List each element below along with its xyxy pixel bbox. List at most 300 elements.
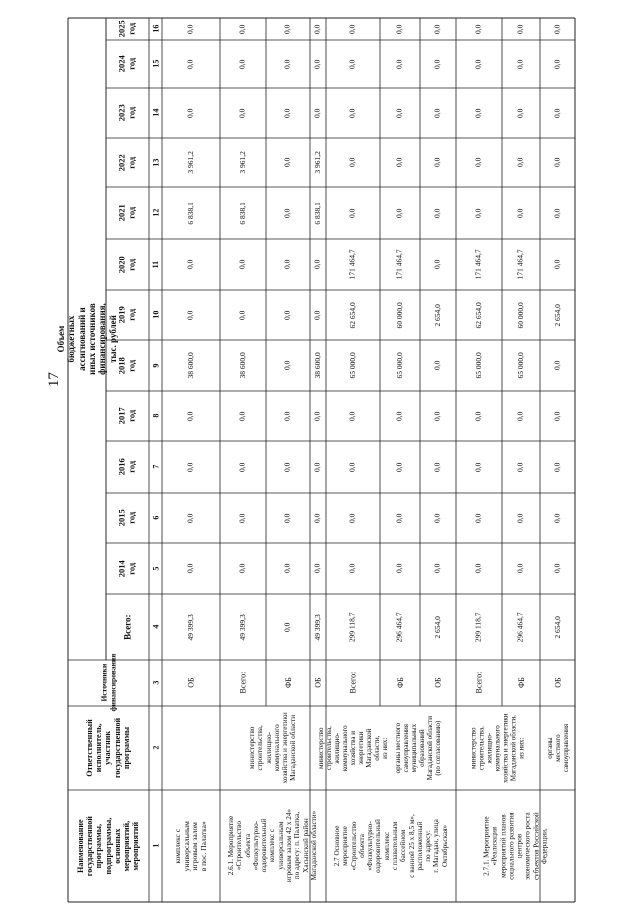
funding-value-cell-text: 0,0 xyxy=(515,462,525,472)
funding-value-cell-text: 0,0 xyxy=(473,157,483,168)
header-year-2016-text: 2016 год xyxy=(116,458,137,476)
funding-value-cell-text: 0,0 xyxy=(237,513,247,523)
funding-source-cell-text: ОБ xyxy=(313,677,323,689)
funding-value-cell xyxy=(162,493,220,543)
funding-value-cell-text: 0,0 xyxy=(394,513,404,523)
funding-value-cell-text: 0,0 xyxy=(237,310,247,320)
funding-value-cell xyxy=(162,594,220,660)
funding-value-cell xyxy=(266,594,310,660)
column-number-12 xyxy=(149,187,162,239)
funding-value-cell-text: 0,0 xyxy=(282,208,292,218)
header-year-2017 xyxy=(106,391,149,441)
funding-value-cell-text: 65 000,0 xyxy=(394,352,404,379)
executor-2-7-1-ministry-text: министерство строительства, жилищно- коммунального хозяйства и энергетики Магаданской области, из них: xyxy=(469,713,527,783)
funding-value-cell-text: 65 000,0 xyxy=(347,352,357,379)
funding-value-cell-text: 0,0 xyxy=(432,411,442,421)
funding-value-cell-text: 0,0 xyxy=(185,108,195,118)
funding-value-cell-text: 0,0 xyxy=(432,563,442,574)
funding-value-cell-text: 0,0 xyxy=(185,24,195,34)
funding-source-cell xyxy=(380,660,420,706)
funding-value-cell-text: 171 464,7 xyxy=(473,249,483,280)
funding-value-cell xyxy=(220,441,266,493)
funding-value-cell xyxy=(326,239,380,290)
funding-value-cell-text: 0,0 xyxy=(282,108,292,118)
funding-value-cell xyxy=(310,40,326,88)
header-year-2021-text: 2021 год xyxy=(116,204,137,222)
funding-value-cell-text: 0,0 xyxy=(432,157,442,168)
funding-value-cell-text: 0,0 xyxy=(185,59,195,69)
funding-value-cell-text: 3 961,2 xyxy=(312,151,322,174)
funding-value-cell-text: 65 000,0 xyxy=(473,352,483,379)
funding-value-cell-text: 0,0 xyxy=(552,24,562,34)
funding-value-cell xyxy=(502,239,540,290)
funding-value-cell-text: 0,0 xyxy=(282,563,292,574)
funding-value-cell xyxy=(380,18,420,40)
funding-source-cell xyxy=(266,660,310,706)
funding-value-cell xyxy=(220,493,266,543)
funding-value-cell-text: 49 399,3 xyxy=(185,613,195,641)
header-year-2015 xyxy=(106,493,149,543)
funding-value-cell-text: 171 464,7 xyxy=(347,249,357,280)
column-number-2 xyxy=(149,706,162,790)
column-number-6 xyxy=(149,493,162,543)
funding-value-cell xyxy=(266,543,310,594)
funding-value-cell-text: 49 399,3 xyxy=(312,613,322,641)
funding-source-cell xyxy=(310,660,326,706)
funding-value-cell xyxy=(162,88,220,138)
header-year-2019 xyxy=(106,290,149,340)
funding-value-cell xyxy=(420,138,456,187)
funding-value-cell-text: 296 464,7 xyxy=(394,612,404,642)
funding-value-cell xyxy=(420,391,456,441)
funding-value-cell-text: 299 118,7 xyxy=(347,612,357,642)
funding-value-cell xyxy=(310,239,326,290)
funding-value-cell-text: 0,0 xyxy=(394,108,404,118)
header-year-2023-text: 2023 год xyxy=(116,104,137,122)
funding-value-cell xyxy=(502,493,540,543)
funding-value-cell-text: 0,0 xyxy=(394,208,404,218)
funding-value-cell xyxy=(540,441,576,493)
header-year-2014 xyxy=(106,543,149,594)
funding-value-cell xyxy=(326,18,380,40)
funding-source-cell xyxy=(220,660,266,706)
funding-value-cell xyxy=(420,340,456,391)
column-number-14 xyxy=(149,88,162,138)
funding-value-cell xyxy=(380,187,420,239)
funding-value-cell-text: 0,0 xyxy=(347,157,357,168)
funding-value-cell-text: 0,0 xyxy=(312,411,322,421)
executor-2-7-ministry-text: министерство строительства, жилищно- коммунального хозяйства и энергетики Магаданской области, из них: xyxy=(316,725,390,771)
funding-value-cell-text: 0,0 xyxy=(237,24,247,34)
funding-source-cell-text: Всего: xyxy=(238,672,248,694)
funding-value-cell xyxy=(420,18,456,40)
funding-value-cell xyxy=(456,493,502,543)
funding-value-cell xyxy=(220,543,266,594)
funding-value-cell xyxy=(456,138,502,187)
funding-value-cell-text: 171 464,7 xyxy=(515,249,525,280)
funding-value-cell-text: 0,0 xyxy=(282,24,292,34)
funding-value-cell xyxy=(540,239,576,290)
funding-value-cell-text: 0,0 xyxy=(185,259,195,270)
funding-value-cell xyxy=(540,594,576,660)
funding-value-cell-text: 0,0 xyxy=(515,208,525,218)
funding-value-cell xyxy=(380,88,420,138)
funding-value-cell xyxy=(162,40,220,88)
funding-value-cell xyxy=(162,138,220,187)
funding-value-cell xyxy=(220,594,266,660)
funding-value-cell xyxy=(456,40,502,88)
column-number-16-text: 16 xyxy=(150,25,160,33)
funding-value-cell-text: 0,0 xyxy=(394,462,404,472)
funding-value-cell xyxy=(420,493,456,543)
header-year-2024-text: 2024 год xyxy=(116,55,137,73)
funding-value-cell-text: 0,0 xyxy=(347,513,357,523)
funding-value-cell-text: 0,0 xyxy=(552,59,562,69)
funding-value-cell-text: 0,0 xyxy=(552,108,562,118)
funding-value-cell-text: 0,0 xyxy=(237,563,247,574)
funding-value-cell xyxy=(326,138,380,187)
program-name-2-6-1-text: 2.6.1. Мероприятие «Строительство объекта «Физкультурно- оздоровительный комплекс с универсальным игровым залом 42 х 24» по адресу: п. Палатка, Хасынский район Магаданской области» xyxy=(227,809,319,883)
funding-value-cell xyxy=(220,340,266,391)
funding-value-cell xyxy=(540,40,576,88)
funding-value-cell xyxy=(456,239,502,290)
funding-value-cell-text: 0,0 xyxy=(515,157,525,168)
funding-value-cell xyxy=(266,40,310,88)
funding-value-cell xyxy=(380,239,420,290)
funding-value-cell xyxy=(266,493,310,543)
column-number-2-text: 2 xyxy=(150,746,160,750)
funding-value-cell-text: 0,0 xyxy=(552,462,562,472)
funding-value-cell-text: 38 600,0 xyxy=(312,352,322,379)
funding-value-cell-text: 65 000,0 xyxy=(515,352,525,379)
funding-value-cell xyxy=(220,391,266,441)
funding-value-cell xyxy=(162,290,220,340)
funding-value-cell-text: 0,0 xyxy=(394,24,404,34)
funding-value-cell xyxy=(326,88,380,138)
column-number-9 xyxy=(149,340,162,391)
funding-value-cell-text: 0,0 xyxy=(473,411,483,421)
header-funding-title-text: Объем бюджетных ассигнований и иных источников финансирования, тыс. рублей xyxy=(55,303,118,375)
funding-value-cell xyxy=(502,340,540,391)
funding-value-cell xyxy=(502,594,540,660)
funding-value-cell-text: 0,0 xyxy=(432,513,442,523)
column-number-13-text: 13 xyxy=(150,158,160,167)
program-name-continued xyxy=(162,790,220,902)
column-number-3-text: 3 xyxy=(150,681,160,685)
funding-value-cell xyxy=(502,40,540,88)
funding-value-cell xyxy=(310,290,326,340)
funding-value-cell xyxy=(540,543,576,594)
column-number-10-text: 10 xyxy=(150,311,160,319)
column-number-1 xyxy=(149,790,162,902)
funding-source-cell xyxy=(502,660,540,706)
header-executor xyxy=(68,706,149,790)
funding-value-cell-text: 0,0 xyxy=(552,513,562,523)
funding-value-cell xyxy=(326,40,380,88)
funding-value-cell-text: 0,0 xyxy=(185,513,195,523)
funding-value-cell xyxy=(310,391,326,441)
column-number-12-text: 12 xyxy=(150,209,160,217)
header-program-name-text: Наименование государственной программы, подпрограммы, основных мероприятий, мероприятий xyxy=(76,815,141,877)
executor-2-7-municipal xyxy=(380,706,456,790)
funding-value-cell-text: 0,0 xyxy=(515,563,525,574)
funding-value-cell xyxy=(220,187,266,239)
column-number-4-text: 4 xyxy=(150,625,160,629)
funding-value-cell xyxy=(326,187,380,239)
column-number-15-text: 15 xyxy=(150,60,160,68)
funding-value-cell-text: 0,0 xyxy=(185,411,195,421)
program-name-2-7-1 xyxy=(456,790,576,902)
header-program-name xyxy=(68,790,149,902)
funding-value-cell xyxy=(540,340,576,391)
funding-source-cell xyxy=(420,660,456,706)
funding-value-cell xyxy=(266,290,310,340)
column-number-4 xyxy=(149,594,162,660)
funding-source-cell xyxy=(456,660,502,706)
funding-value-cell xyxy=(162,391,220,441)
funding-value-cell xyxy=(420,40,456,88)
funding-value-cell-text: 0,0 xyxy=(347,24,357,34)
executor-2-7-municipal-text: органы местного самоуправления муниципальных образований Магаданской области (по согласованию) xyxy=(393,715,443,781)
funding-value-cell xyxy=(380,543,420,594)
funding-value-cell-text: 0,0 xyxy=(282,157,292,168)
funding-value-cell-text: 38 600,0 xyxy=(185,352,195,379)
funding-value-cell xyxy=(456,543,502,594)
funding-value-cell xyxy=(162,187,220,239)
funding-value-cell xyxy=(380,40,420,88)
funding-value-cell xyxy=(326,340,380,391)
funding-value-cell-text: 38 600,0 xyxy=(237,352,247,379)
funding-value-cell-text: 6 838,1 xyxy=(185,201,195,225)
funding-value-cell xyxy=(540,290,576,340)
funding-value-cell-text: 49 399,3 xyxy=(237,613,247,641)
funding-value-cell xyxy=(310,543,326,594)
funding-value-cell xyxy=(266,187,310,239)
funding-value-cell-text: 0,0 xyxy=(237,411,247,421)
funding-value-cell xyxy=(420,543,456,594)
funding-value-cell xyxy=(540,138,576,187)
funding-value-cell xyxy=(456,18,502,40)
funding-value-cell xyxy=(380,138,420,187)
funding-value-cell-text: 0,0 xyxy=(185,310,195,320)
funding-value-cell xyxy=(420,441,456,493)
funding-value-cell-text: 2 654,0 xyxy=(432,615,442,639)
program-name-2-7 xyxy=(326,790,456,902)
funding-source-cell xyxy=(162,660,220,706)
funding-value-cell-text: 6 838,1 xyxy=(312,201,322,225)
column-number-1-text: 1 xyxy=(150,844,160,848)
column-number-13 xyxy=(149,138,162,187)
funding-value-cell-text: 0,0 xyxy=(552,360,562,371)
funding-value-cell-text: 0,0 xyxy=(282,259,292,270)
header-year-2023 xyxy=(106,88,149,138)
funding-value-cell xyxy=(456,187,502,239)
funding-value-cell xyxy=(456,290,502,340)
column-number-6-text: 6 xyxy=(150,516,160,520)
funding-value-cell xyxy=(220,88,266,138)
funding-value-cell xyxy=(220,290,266,340)
funding-value-cell-text: 0,0 xyxy=(552,157,562,168)
funding-value-cell-text: 0,0 xyxy=(312,108,322,118)
funding-value-cell-text: 296 464,7 xyxy=(515,612,525,642)
funding-value-cell xyxy=(420,594,456,660)
funding-value-cell-text: 0,0 xyxy=(185,462,195,472)
funding-source-cell-text: ОБ xyxy=(186,677,196,689)
funding-value-cell-text: 0,0 xyxy=(473,563,483,574)
funding-value-cell xyxy=(310,18,326,40)
funding-value-cell-text: 0,0 xyxy=(432,24,442,34)
funding-value-cell xyxy=(502,543,540,594)
funding-value-cell xyxy=(266,88,310,138)
column-number-7-text: 7 xyxy=(150,465,160,469)
funding-value-cell-text: 0,0 xyxy=(282,622,292,632)
funding-value-cell-text: 0,0 xyxy=(473,24,483,34)
funding-value-cell xyxy=(420,290,456,340)
funding-value-cell xyxy=(502,290,540,340)
executor-2-7-1-municipal xyxy=(540,706,576,790)
funding-value-cell-text: 60 000,0 xyxy=(394,301,404,329)
funding-value-cell xyxy=(310,187,326,239)
funding-value-cell-text: 0,0 xyxy=(394,411,404,421)
funding-value-cell xyxy=(266,340,310,391)
header-year-2024 xyxy=(106,40,149,88)
column-number-11 xyxy=(149,239,162,290)
funding-value-cell xyxy=(266,239,310,290)
funding-value-cell-text: 3 961,2 xyxy=(237,151,247,174)
header-year-2015-text: 2015 год xyxy=(116,509,137,527)
funding-value-cell-text: 0,0 xyxy=(237,108,247,118)
program-name-continued-text: комплекс с универсальным игровым залом в пос. Палатка» xyxy=(172,820,208,872)
funding-value-cell-text: 0,0 xyxy=(515,108,525,118)
executor-2-7-1-municipal-text: органы местного самоуправления xyxy=(545,723,571,773)
header-year-2021 xyxy=(106,187,149,239)
funding-value-cell-text: 0,0 xyxy=(473,462,483,472)
funding-value-cell xyxy=(266,18,310,40)
funding-value-cell xyxy=(310,594,326,660)
funding-value-cell xyxy=(266,441,310,493)
funding-value-cell-text: 299 118,7 xyxy=(473,612,483,642)
funding-value-cell-text: 0,0 xyxy=(312,563,322,574)
funding-value-cell-text: 0,0 xyxy=(282,462,292,472)
column-number-8-text: 8 xyxy=(150,414,160,418)
funding-value-cell xyxy=(326,493,380,543)
funding-value-cell xyxy=(326,543,380,594)
header-year-2017-text: 2017 год xyxy=(116,407,137,425)
header-year-2025 xyxy=(106,18,149,40)
header-total xyxy=(106,594,149,660)
column-number-7 xyxy=(149,441,162,493)
funding-value-cell-text: 0,0 xyxy=(347,462,357,472)
funding-value-cell xyxy=(420,88,456,138)
funding-source-cell-text: Всего: xyxy=(348,672,358,694)
program-name-2-7-1-text: 2.7.1. Мероприятие «Реализация мероприятий планов социального развития центров экономического роста субъектов Российской Федерации, xyxy=(482,812,549,880)
header-year-2016 xyxy=(106,441,149,493)
funding-value-cell xyxy=(266,138,310,187)
funding-value-cell-text: 0,0 xyxy=(312,462,322,472)
funding-value-cell xyxy=(220,138,266,187)
funding-value-cell-text: 62 654,0 xyxy=(347,301,357,329)
funding-value-cell-text: 0,0 xyxy=(312,59,322,69)
funding-value-cell-text: 0,0 xyxy=(473,108,483,118)
funding-value-cell xyxy=(456,441,502,493)
funding-value-cell xyxy=(380,441,420,493)
funding-value-cell-text: 0,0 xyxy=(552,208,562,218)
funding-value-cell-text: 2 654,0 xyxy=(552,303,562,327)
funding-value-cell-text: 2 654,0 xyxy=(432,303,442,327)
funding-value-cell-text: 6 838,1 xyxy=(237,201,247,225)
funding-value-cell-text: 0,0 xyxy=(312,24,322,34)
funding-value-cell-text: 0,0 xyxy=(347,59,357,69)
funding-value-cell-text: 0,0 xyxy=(515,513,525,523)
header-funding-source-text: Источники финансирования xyxy=(98,654,117,712)
column-number-15 xyxy=(149,40,162,88)
funding-value-cell xyxy=(456,340,502,391)
funding-value-cell xyxy=(326,290,380,340)
header-year-2025-text: 2025 год xyxy=(116,20,137,38)
funding-value-cell xyxy=(380,493,420,543)
funding-value-cell xyxy=(162,340,220,391)
funding-value-cell-text: 0,0 xyxy=(473,513,483,523)
header-year-2020 xyxy=(106,239,149,290)
funding-value-cell xyxy=(456,594,502,660)
header-year-2022-text: 2022 год xyxy=(116,154,137,171)
funding-value-cell-text: 0,0 xyxy=(347,208,357,218)
funding-value-cell xyxy=(502,441,540,493)
funding-value-cell-text: 0,0 xyxy=(312,259,322,270)
funding-value-cell xyxy=(266,391,310,441)
column-number-14-text: 14 xyxy=(150,109,160,117)
funding-value-cell-text: 0,0 xyxy=(282,360,292,371)
executor-2-6-1 xyxy=(220,706,326,790)
header-total-text: Всего: xyxy=(122,614,133,640)
funding-value-cell-text: 0,0 xyxy=(282,310,292,320)
funding-value-cell xyxy=(310,493,326,543)
funding-value-cell xyxy=(310,340,326,391)
funding-value-cell-text: 0,0 xyxy=(312,310,322,320)
funding-value-cell-text: 0,0 xyxy=(432,360,442,371)
funding-value-cell xyxy=(326,594,380,660)
funding-value-cell-text: 0,0 xyxy=(347,563,357,574)
header-funding-source xyxy=(68,654,149,712)
funding-value-cell xyxy=(380,594,420,660)
funding-value-cell xyxy=(310,441,326,493)
funding-value-cell-text: 0,0 xyxy=(552,563,562,574)
funding-value-cell-text: 0,0 xyxy=(515,24,525,34)
funding-value-cell-text: 0,0 xyxy=(394,563,404,574)
column-number-10 xyxy=(149,290,162,340)
funding-value-cell xyxy=(540,187,576,239)
column-number-9-text: 9 xyxy=(150,363,160,368)
funding-value-cell-text: 0,0 xyxy=(473,59,483,69)
funding-value-cell xyxy=(502,391,540,441)
funding-value-cell-text: 0,0 xyxy=(432,59,442,69)
funding-value-cell xyxy=(540,88,576,138)
header-year-2019-text: 2019 год xyxy=(116,306,137,324)
funding-value-cell xyxy=(162,239,220,290)
funding-value-cell xyxy=(502,187,540,239)
funding-value-cell xyxy=(420,187,456,239)
funding-value-cell xyxy=(540,493,576,543)
funding-value-cell xyxy=(540,18,576,40)
page-number-text: 17 xyxy=(45,372,62,388)
funding-value-cell-text: 0,0 xyxy=(394,59,404,69)
funding-source-cell xyxy=(326,660,380,706)
funding-value-cell-text: 0,0 xyxy=(237,259,247,270)
funding-value-cell xyxy=(502,18,540,40)
funding-value-cell-text: 0,0 xyxy=(432,462,442,472)
funding-value-cell xyxy=(380,290,420,340)
executor-2-6-1-text: министерство строительства, жилищно- коммунального хозяйства и энергетики Магаданской области xyxy=(248,712,298,784)
